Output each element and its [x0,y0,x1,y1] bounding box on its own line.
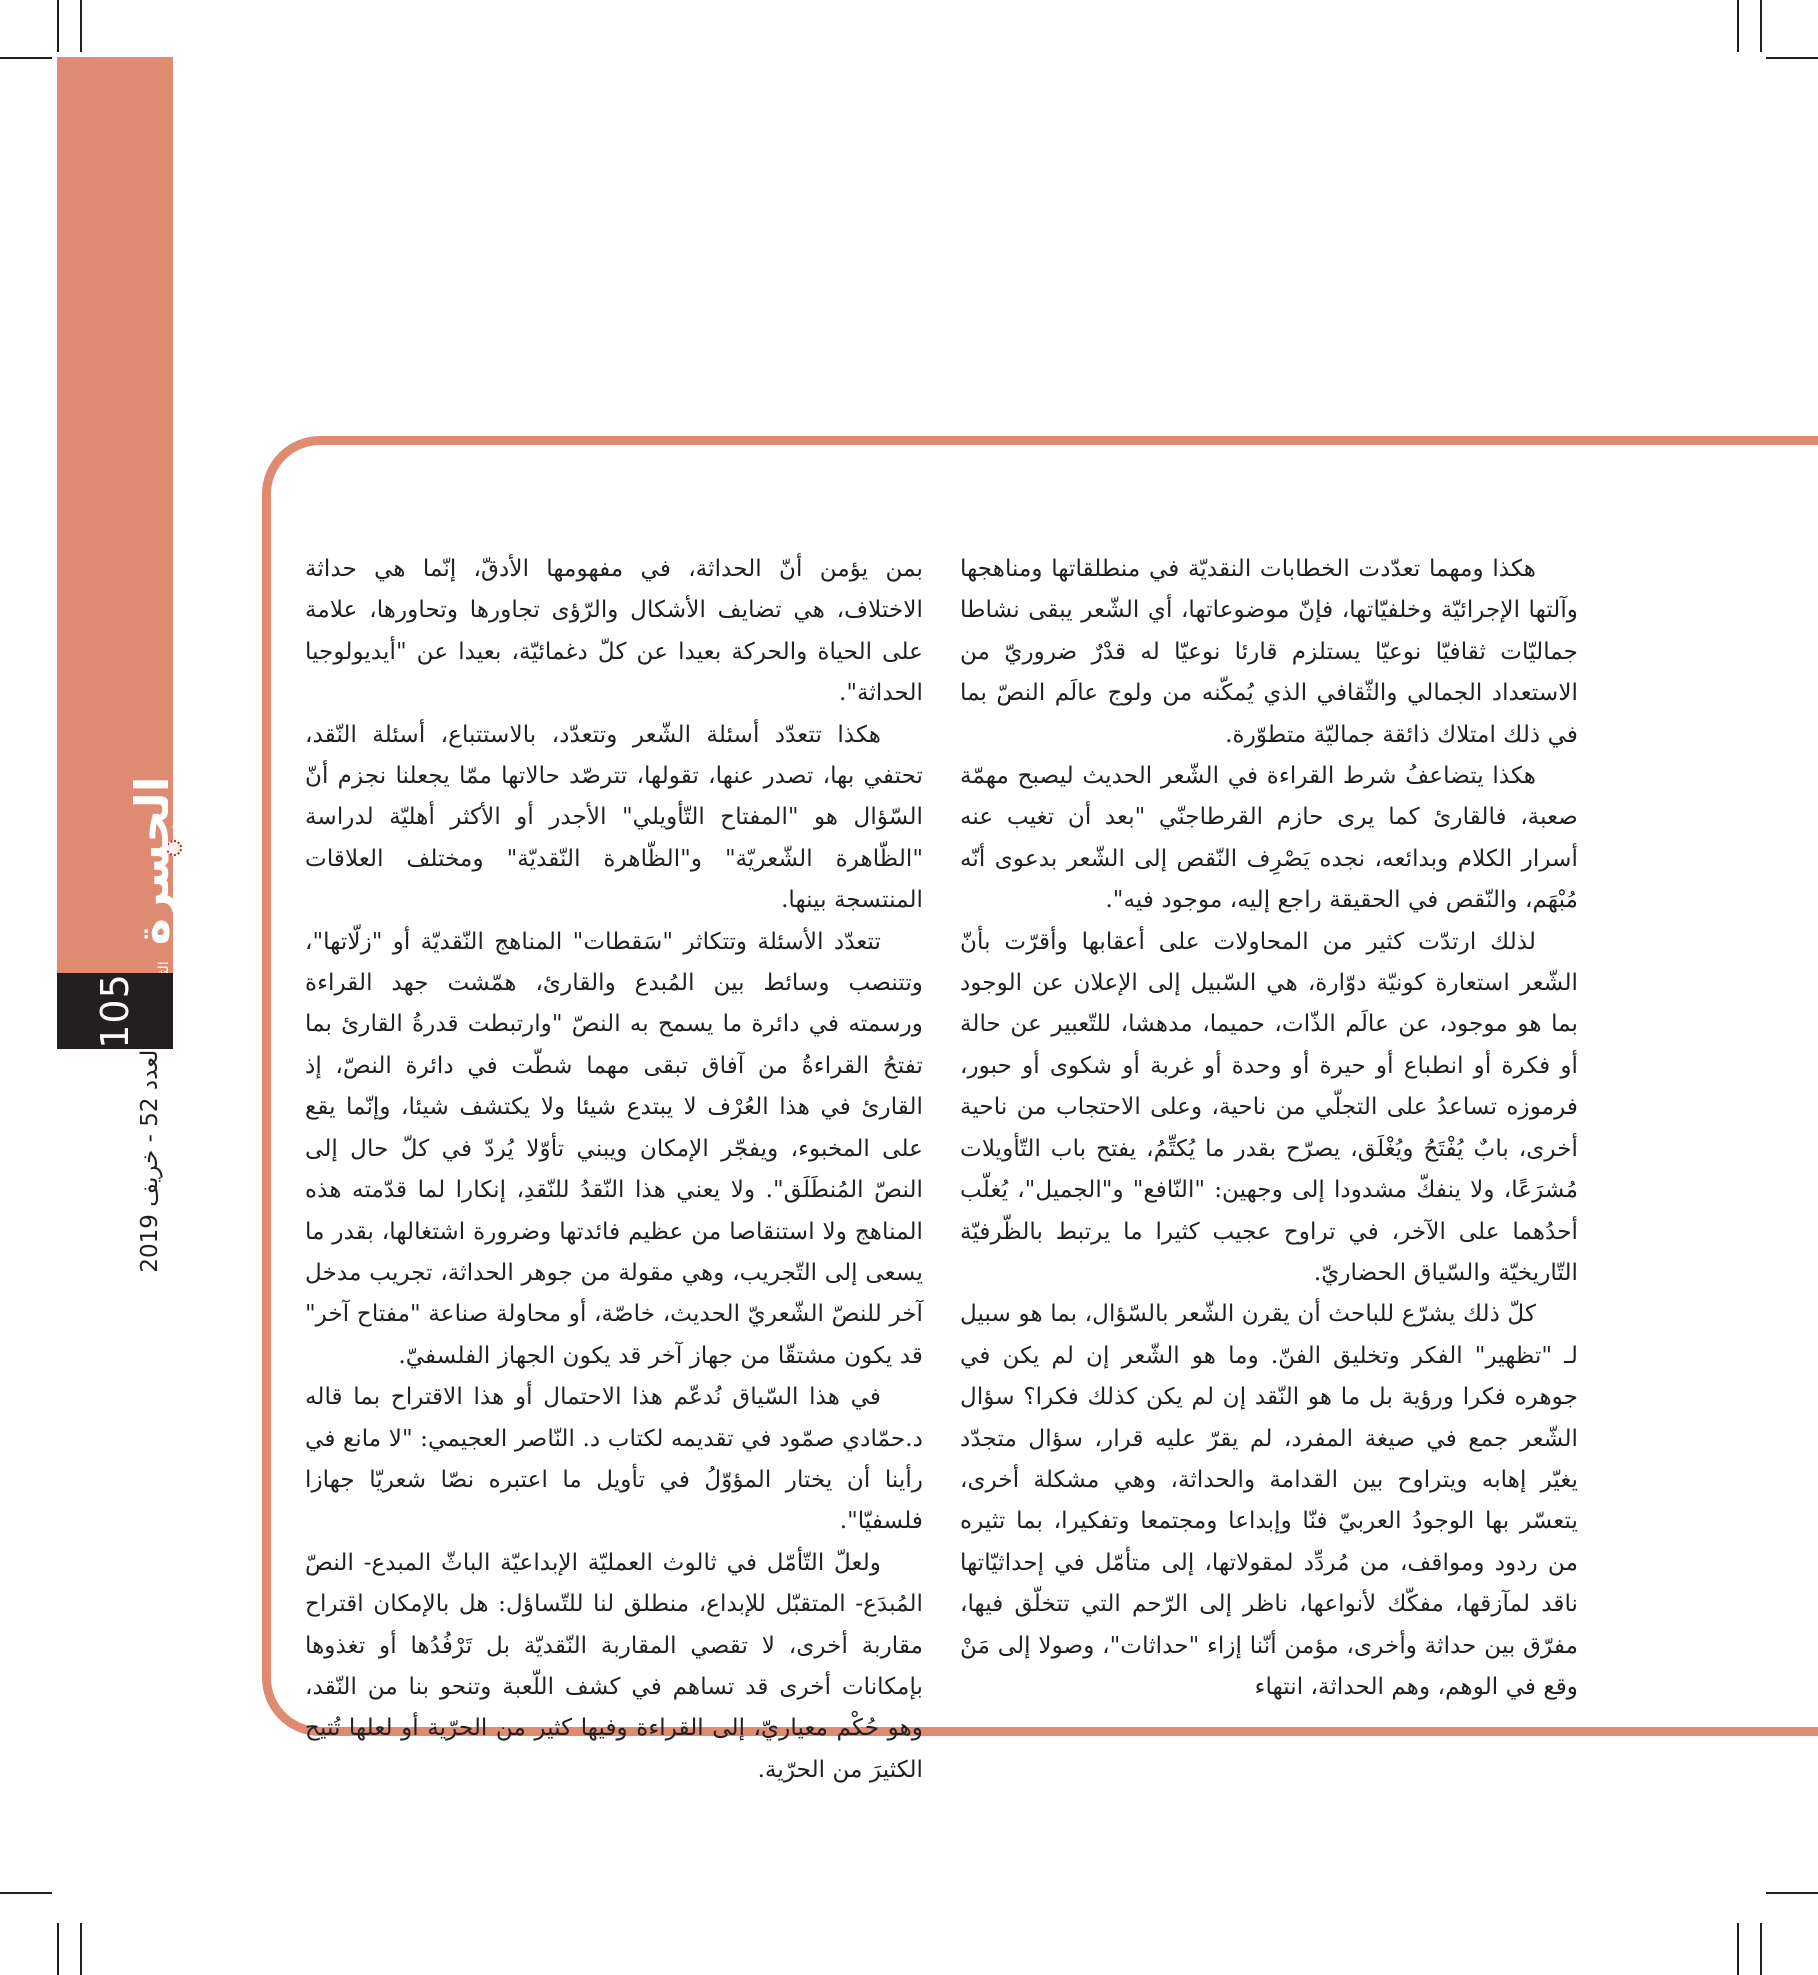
crop-mark [57,1923,59,1975]
crop-mark [0,1892,52,1894]
article-column-left [305,548,923,1790]
paragraph-continued: بمن يؤمن أنّ الحداثة، في مفهومها الأدقّ، إنّما هي حداثة الاختلاف، هي تضايف الأشكال والرّؤى تجاورها وتحاورها، علامة على الحياة والحركة بعيدا عن كلّ دغمائيّة، بعيدا عن "أيديولوجيا الحداثة". [305,555,923,707]
article-column-right [960,548,1578,1707]
paragraph: في هذا السّياق نُدعّم هذا الاحتمال أو هذا الاقتراح بما قاله د.حمّادي صمّود في تقديمه لكتاب د. النّاصر العجيمي: "لا مانع في رأينا أن يختار المؤوّلُ في تأويل ما اعتبره نصّا شعريّا جهازا فلسفيّا". [305,1383,923,1535]
crop-mark [1737,0,1739,52]
crop-mark [1737,1923,1739,1975]
paragraph: كلّ ذلك يشرّع للباحث أن يقرن الشّعر بالسّؤال، بما هو سبيل لـ "تظهير" الفكر وتخليق الفنّ. وما هو الشّعر إن لم يكن في جوهره فكرا ورؤية بل ما هو النّقد إن لم يكن كذلك فكرا؟ سؤال الشّعر جمع في صيغة المفرد، لم يقرّ عليه قرار، سؤال متجدّد يغيّر إهابه ويتراوح بين القدامة والحداثة، وهي مشكلة أخرى، يتعسّر بها الوجودُ العربيّ فنّا وإبداعا ومجتمعا وتفكيرا، بما تثيره من ردود ومواقف، من مُردِّد لمقولاتها، إلى متأمّل في إحداثيّاتها ناقد لمآزقها، مفكّك لأنواعها، ناظر إلى الرّحم التي تتخلّق فيها، مفرّق بين حداثة وأخرى، مؤمن أنّنا إزاء "حداثات"، وصولا إلى مَنْ وقع في الوهم، وهم الحداثة، انتهاء [960,1300,1578,1700]
paragraph: ولعلّ التّأمّل في ثالوث العمليّة الإبداعيّة الباثّ المبدع- النصّ المُبدَع- المتقبّل للإبداع، منطلق لنا للتّساؤل: هل بالإمكان اقتراح مقاربة أخرى، لا تقصي المقاربة النّقديّة بل تَرْفُدُها أو تغذوها بإمكانات أخرى قد تساهم في كشف اللّعبة وتنحو بنا من النّقد، وهو حُكْم معياريّ، إلى القراءة وفيها كثير من الحرّية أو لعلها تُتيح الكثيرَ من الحرّية. [305,1548,923,1783]
page-number: 105 [93,973,137,1049]
issue-info: العدد 52 - خريف 2019 [137,1043,163,1273]
paragraph: هكذا يتضاعفُ شرط القراءة في الشّعر الحديث ليصبح مهمّة صعبة، فالقارئ كما يرى حازم القرطاجنّي "بعد أن تغيب عنه أسرار الكلام وبدائعه، نجده يَصْرِف النّقص إلى الشّعر بدعوى أنّه مُبْهَم، والنّقص في الحقيقة راجع إليه، موجود فيه". [960,762,1578,914]
crop-mark [1760,0,1762,52]
crop-mark [1766,57,1818,59]
magazine-logo [125,777,179,1004]
crop-mark [1760,1923,1762,1975]
crop-mark [80,0,82,52]
paragraph: هكذا ومهما تعدّدت الخطابات النقديّة في منطلقاتها ومناهجها وآلتها الإجرائيّة وخلفيّاتها، فإنّ موضوعاتها، أي الشّعر يبقى نشاطا جماليّات ثقافيّا نوعيّا يستلزم قارئا نوعيّا له قدْرٌ ضروريّ من الاستعداد الجمالي والثّقافي الذي يُمكّنه من ولوج عالَم النصّ بما في ذلك امتلاك ذائقة جماليّة متطوّرة. [960,555,1578,748]
logo-title: الجسرة [125,776,179,946]
crop-mark [57,0,59,52]
paragraph: هكذا تتعدّد أسئلة الشّعر وتتعدّد، بالاستتباع، أسئلة النّقد، تحتفي بها، تصدر عنها، تقولها، تترصّد حالاتها ممّا يجعلنا نجزم أنّ السّؤال هو "المفتاح التّأويلي" الأجدر أو الأكثر أهليّة لدراسة "الظّاهرة الشّعريّة" و"الظّاهرة النّقديّة" ومختلف العلاقات المنتسجة بينها. [305,720,923,914]
paragraph: لذلك ارتدّت كثير من المحاولات على أعقابها وأقرّت بأنّ الشّعر استعارة كونيّة دوّارة، هي السّبيل إلى الإعلان عن الوجود بما هو موجود، عن عالَم الذّات، حميما، مدهشا، للتّعبير عن حالة أو فكرة أو انطباع أو حيرة أو وحدة أو غربة أو شكوى أو حبور، فرموزه تساعدُ على التجلّي من ناحية، وعلى الاحتجاب من ناحية أخرى، بابٌ يُفْتَحُ ويُغْلَق، يصرّح بقدر ما يُكتِّمُ، يفتح باب التّأويلات مُشرَعًا، ولا ينفكّ مشدودا إلى وجهين: "النّافع" و"الجميل"، يُغلّب أحدُهما على الآخر، في تراوح عجيب كثيرا ما يرتبط بالظّرفيّة التّاريخيّة والسّياق الحضاريّ. [960,927,1578,1286]
paragraph: تتعدّد الأسئلة وتتكاثر "سَقطات" المناهج النّقديّة أو "زلّاتها"، وتتنصب وسائط بين المُبدع والقارئ، همّشت جهد القراءة ورسمته في دائرة ما يسمح به النصّ "وارتبطت قدرةُ القارئ بما تفتحُ القراءةُ من آفاق تبقى مهما شطّت في دائرة النصّ، إذ القارئ في هذا العُرْف لا يبتدع شيئا ولا يكتشف شيئا، وإنّما يقع على المخبوء، ويفجّر الإمكان ويبني تأوّلا يُردّ في كلّ حال إلى النصّ المُنطَلَق". ولا يعني هذا النّقدُ للنّقدِ، إنكارا لما قدّمته هذه المناهج ولا استنقاصا من عظيم فائدتها وضرورة اشتغالها، بقدر ما يسعى إلى التّجريب، وهي مقولة من جوهر الحداثة، تجريب مدخل آخر للنصّ الشّعريّ الحديث، خاصّة، أو محاولة صناعة "مفتاح آخر" قد يكون مشتقّا من جهاز آخر قد يكون الجهاز الفلسفيّ. [305,927,923,1369]
crop-mark [0,57,52,59]
crop-mark [1766,1892,1818,1894]
crop-mark [80,1923,82,1975]
